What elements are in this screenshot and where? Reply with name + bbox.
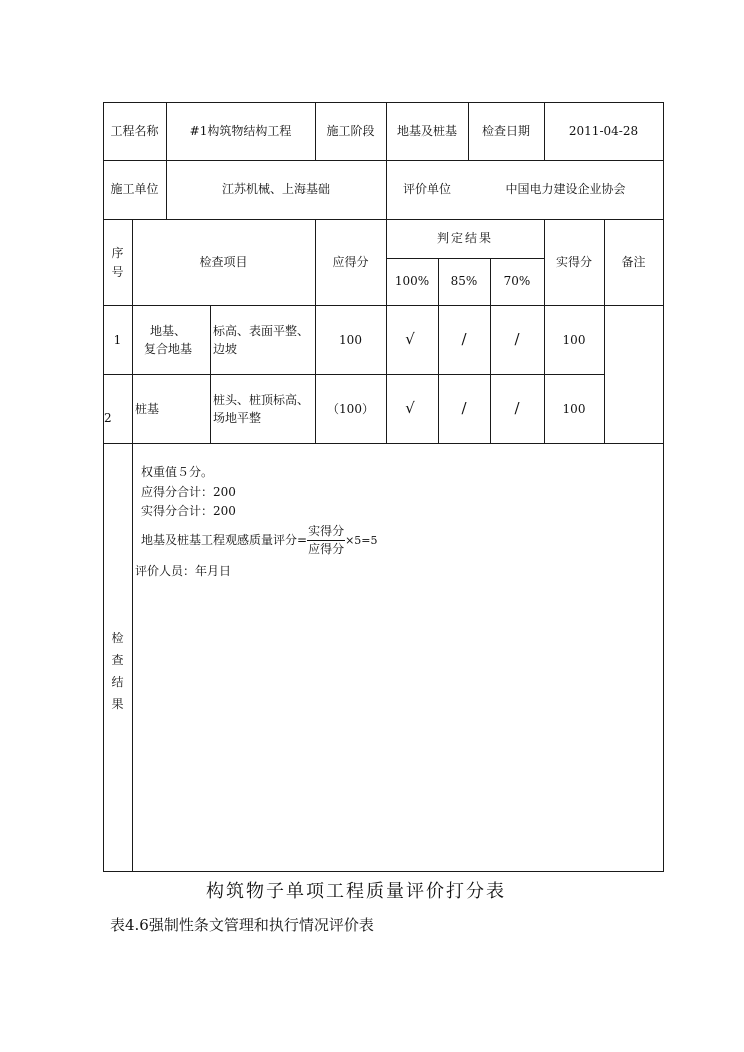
formula-prefix: 地基及桩基工程观感质量评分= <box>141 533 308 547</box>
col-actual-header: 实得分 <box>555 255 592 269</box>
evaluator-label: 评价单位 <box>402 182 451 196</box>
rule-col-actual <box>604 219 605 444</box>
row-r100-check-icon: √ <box>405 399 415 417</box>
evaluator-value: 中国电力建设企业协会 <box>505 182 626 196</box>
stage-label: 施工阶段 <box>326 124 375 138</box>
col-85-header: 85% <box>450 274 478 288</box>
row-due: 100 <box>339 333 362 347</box>
row-actual: 100 <box>562 402 586 416</box>
contractor-value: 江苏机械、上海基础 <box>221 182 330 196</box>
row-detail-line2: 场地平整 <box>213 411 262 425</box>
row-r70: / <box>514 399 520 417</box>
row-detail-line1: 桩头、桩顶标高、 <box>213 393 310 407</box>
contractor-label: 施工单位 <box>110 182 159 196</box>
rule-judgement-sub <box>386 258 544 259</box>
formula-fraction <box>307 523 345 558</box>
col-70-header: 70% <box>503 274 531 288</box>
row-r85: / <box>461 330 467 348</box>
row-item-line1: 地基、 <box>150 324 187 338</box>
rule-h5 <box>103 443 664 444</box>
rule-col-seq <box>132 219 133 872</box>
rule-right <box>663 102 664 872</box>
formula-denominator: 应得分 <box>308 542 345 556</box>
result-due-total: 应得分合计：200 <box>141 485 236 499</box>
result-signer: 评价人员：年月日 <box>135 564 232 578</box>
row-item: 桩基 <box>135 402 160 416</box>
rule-h4 <box>103 374 605 375</box>
result-weight: 权重值５分。 <box>141 465 214 479</box>
rule-h2 <box>103 219 664 220</box>
result-label-char: 查 <box>111 653 124 667</box>
row-due: （100） <box>327 402 374 416</box>
row-seq: 1 <box>113 333 122 347</box>
col-item-header: 检查项目 <box>199 255 248 269</box>
formula-numerator: 实得分 <box>307 523 345 541</box>
date-label: 检查日期 <box>481 124 530 138</box>
row-item-line2: 复合地基 <box>144 342 193 356</box>
row-r100-check-icon: √ <box>405 330 415 348</box>
row-actual: 100 <box>562 333 586 347</box>
stage-value: 地基及桩基 <box>396 124 457 138</box>
result-actual-total: 实得分合计：200 <box>141 504 236 518</box>
rule-h1 <box>103 160 664 161</box>
page-title: 构筑物子单项工程质量评价打分表 <box>206 881 506 902</box>
col-100-header: 100% <box>394 274 430 288</box>
page-subtitle: 表4.6强制性条文管理和执行情况评价表 <box>110 916 374 934</box>
result-label-char: 结 <box>111 675 124 689</box>
rule-left <box>103 102 104 872</box>
col-judgement-header: 判定结果 <box>436 231 493 245</box>
row-r85: / <box>461 399 467 417</box>
result-formula <box>141 523 378 558</box>
result-label-char: 果 <box>111 697 124 711</box>
date-value: 2011-04-28 <box>568 124 639 138</box>
row-seq: 2 <box>104 411 112 425</box>
col-remark-header: 备注 <box>621 255 646 269</box>
project-label: 工程名称 <box>110 124 159 138</box>
rule-col-detail <box>210 305 211 444</box>
project-value: #1构筑物结构工程 <box>189 124 292 138</box>
row-r70: / <box>514 330 520 348</box>
row-detail-line1: 标高、表面平整、 <box>213 324 310 338</box>
result-label-char: 检 <box>111 631 124 645</box>
rule-h3 <box>103 305 664 306</box>
col-seq-text: 序号 <box>111 246 124 279</box>
rule-bottom <box>103 871 664 872</box>
col-due-header: 应得分 <box>332 255 369 269</box>
row-detail-line2: 边坡 <box>213 342 238 356</box>
formula-suffix: ×5=5 <box>345 534 378 547</box>
rule-top <box>103 102 664 103</box>
col-seq-header <box>103 244 132 282</box>
